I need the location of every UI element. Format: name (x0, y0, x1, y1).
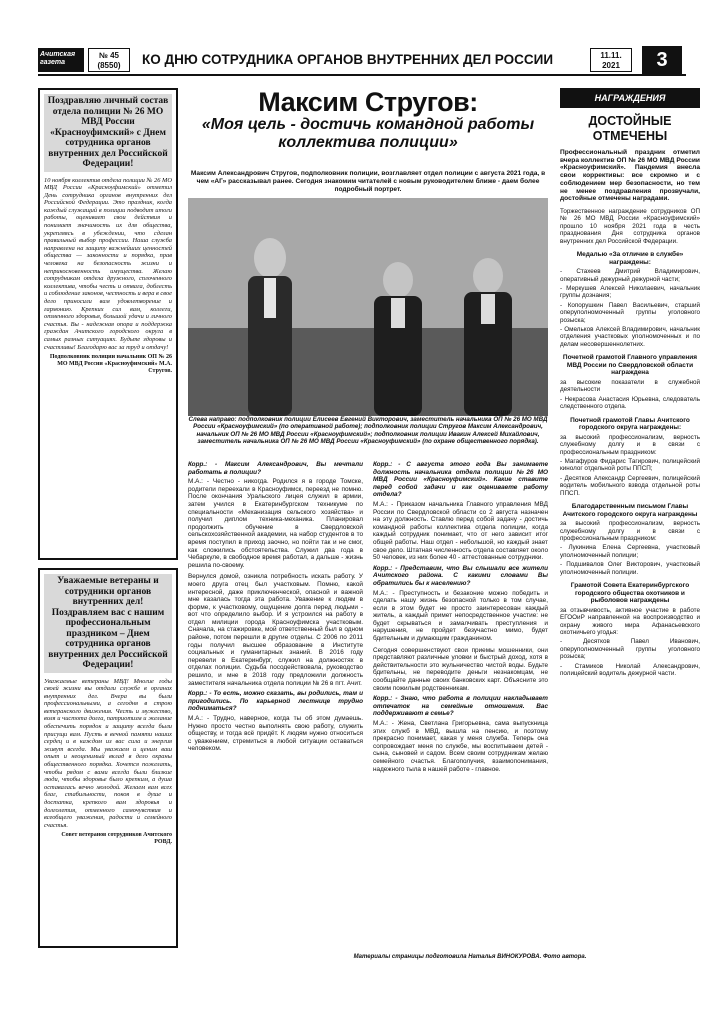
article-headline: Максим Стругов: (258, 87, 478, 117)
section-title: КО ДНЮ СОТРУДНИКА ОРГАНОВ ВНУТРЕННИХ ДЕЛ РОССИИ (142, 52, 554, 67)
interview-question: Корр.: - То есть, можно сказать, вы родились, там и пригодились. По карьерной лестнице трудно подниматься? (188, 690, 363, 713)
award-recipient: - Стахеев Дмитрий Владимирович, оперативный дежурный дежурной части; (560, 268, 700, 283)
award-reason: за высокие показатели в служебной деятельности (560, 378, 700, 394)
award-list (560, 268, 700, 348)
award-list (560, 379, 700, 411)
greeting-signature: Подполковник полиции начальник ОП № 26 МО МВД России «Красноуфимский» М.А. Стругов. (49, 354, 172, 375)
interview-answer: М.А.: - Жена, Светлана Григорьевна, сама выпускница этих служб в МВД, вышла на пенсию, и поэтому прекрасно понимает, какая у меня служба. Теперь она сопровождает меня по службе, мы воспитываем детей - сына, сыновей и садом. Всем своим сотрудникам желаю семейного счастья. Благополучия, взаимопонимания, надежного тыла в нашей работе - главное. (373, 720, 548, 773)
greeting-body: Уважаемые ветераны МВД! Многие годы своей жизни вы отдали службе в органах внутренних дел. Вчера вы были профессиональными, а сегодня в строю ветеранского движения. Честь и мужество, воля и чистота долга, патриотизм и желание обеспечить порядок и защиту всегда были присущи вам. Пусть в вечной памяти наших сердец и в каждом из вас сила и энергия живут всегда. Мы уважаем и ценим ваш опыт и неоценимый вклад в дело охраны общественного порядка. Хочется пожелать, чтобы рядом с вами всегда были близкие люди, чтобы здоровье было крепким, а душа оставалась вечно молодой. Желаем вам всех благ, стабильности, покоя в душе и достатка, крепкого вам здоровья и долголетия, отменного самочувствия и всеобщего уважения, радости и семейного счастья. (44, 677, 172, 829)
article-headline-block (188, 88, 548, 152)
greeting-box-chief (38, 88, 178, 560)
greeting-body: 10 ноября коллектив отдела полиции № 26 МО МВД России «Красноуфимский» отметил День сотрудника органов внутренних дел Российской Федерации. Это праздник, когда каждый служащий в полиции подводит итоги работы, оценивает свои действия и понимает значимость их для общества, укрепляясь в убеждении, что сделан правильный выбор профессии. Наша служба направлена на защиту важнейших ценностей общества — законности и порядка, прав человека на безопасность жизни и неприкосновенность имущества. Желаю сотрудникам отдела дружного, сплоченного коллектива, чтобы честь и отвага, доблесть и соблюдение законов, честность и вера в свое дело приносили вам удовлетворение и гармонию. Крепких сил вам, коллеги, отменного здоровья, большой удачи и личного счастья. Вы - надежная опора и поддержка граждан Ачитского городского округа в самых разных ситуациях. Будьте здоровы и счастливы! Благодарю вас за труд и отдачу! (44, 176, 172, 351)
article-subheadline: «Моя цель - достичь командной работы коллектива полиции» (201, 116, 535, 151)
page-credits: Материалы страницы подготовила Наталья ВИНОКУРОВА. Фото автора. (353, 954, 587, 960)
award-recipient: - Десятков Александр Сергеевич, полицейский водитель мобильного взвода отдельной роты ППСП. (560, 474, 700, 497)
newspaper-logo (38, 48, 84, 72)
award-recipient: - Подшивалов Олег Викторович, участковый уполномоченный полиции. (560, 561, 700, 576)
article-column-2 (373, 458, 548, 773)
award-recipient: - Омельков Алексей Владимирович, начальник отделения участковых уполномоченных и по делам несовершеннолетних. (560, 325, 700, 348)
award-recipient: - Меркушев Алексей Николаевич, начальник группы дознания; (560, 284, 700, 300)
article-photo (188, 198, 548, 416)
logo-line-1: Ачитская (40, 51, 76, 58)
interview-question: Корр.: - Представим, что Вы слышали все жители Ачитского района. С какими словами Вы обратились бы к населению? (373, 564, 548, 587)
interview-answer: М.А.: - Трудно, наверное, когда ты об этом думаешь. Нужно просто честно выполнять свою работу, служить обществу, и тогда всё придёт. К людям нужно относиться с уважением, стремиться в любой ситуации оставаться человеком. (188, 715, 363, 753)
article-lead: Максим Александрович Стругов, подполковник полиции, возглавляет отдел полиции с августа 2021 года, в чем «АГ» рассказывал ранее. Сегодня знакомим читателей с новым руководителем ближе - даем более подробный портрет. (190, 170, 546, 193)
award-reason: за высокий профессионализм, верность служебному долгу и в связи с профессиональным праздником: (560, 433, 700, 456)
award-list (560, 520, 700, 576)
award-category: Почетной грамотой Главного управления МВД России по Свердловской области награждена (562, 354, 698, 377)
award-category: Грамотой Совета Екатеринбургского городского общества охотников и рыболовов награждены (570, 582, 690, 605)
article-column-1 (188, 458, 363, 753)
interview-answer: Сегодня совершенствуют свои приемы мошенники, они представляют различные уловки и быстрый доход, хотя в действительности это жульничество чистой воды. Будьте бдительны, не переводите деньги незнакомцам, не сообщайте данные своих банковских карт. Объясните это своим пожилым родственникам. (373, 646, 548, 692)
interview-answer: Вернулся домой, озникла потребность искать работу. У моего друга отец был участковым. Помню, какой интересной, даже приключенческой, опасной и важной мне казалась тогда эта работа. Уважение к людям в форме, к участковому, ощущение долга перед людьми - вот что определило выбор. И я устроился на работу в отдел милиции города Красноуфимска участковым. Сначала, на стажировке, мой ответственный был в одном районе, потом перешли в другие отделы. С 2006 по 2011 годы получил высшее образование в Институте социальных и гуманитарных знаний. В 2016 году перевели в Екатеринбург, служил на должностях в отделах полиции. Судьба посодействовала, руководство решило, и мне в 2018 году предложили должность заместителя начальника отдела полиции № 26 в пгт. Ачит. (188, 573, 363, 687)
awards-sidebar (560, 88, 700, 678)
awards-title: ДОСТОЙНЫЕ ОТМЕЧЕНЫ (588, 114, 672, 143)
award-recipient: - Некрасова Анастасия Юрьевна, следователь следственного отдела. (560, 395, 700, 411)
interview-question: Корр.: - Максим Александрович, Вы мечтали работать в полиции? (188, 461, 363, 476)
greeting-title: Поздравляю личный состав отдела полиции № 26 МО МВД России «Красноуфимский» с Днем сотрудника органов внутренних дел Российской Федерации! (44, 94, 172, 172)
award-list (560, 607, 700, 678)
award-recipient: - Лукинина Елена Сергеевна, участковый уполномоченный полиции; (560, 544, 700, 559)
greeting-box-veterans (38, 568, 178, 948)
officers-photo-illustration (188, 198, 548, 416)
award-reason: за отзывчивость, активное участие в работе ЕГООиР направленной на воспроизводство и охрану живого мира Афанасьевского охотничьего угодья: (560, 606, 700, 637)
award-category: Благодарственным письмом Главы Ачитского городского округа награждены (562, 503, 698, 518)
date-line-1: 11.11. (600, 51, 622, 60)
award-recipient: - Десятков Павел Иванович, оперуполномоченный группы уголовного розыска; (560, 638, 700, 661)
awards-intro: Торжественное награждение сотрудников ОП № 26 МО МВД России «Красноуфимский» прошло 10 ноября 2021 года в честь празднования Дня сотрудника органов внутренних дел Российской Федерации. (560, 207, 700, 245)
issue-number (88, 48, 130, 72)
photo-caption: Слева направо: подполковник полиции Елисеев Евгений Викторович, заместитель начальника ОП № 26 МО МВД России «Красноуфимский» (по оперативной работе); подполковник полиции Стругов Максим Александрович, начальник ОП № 26 МО МВД России «Красноуфимский»; подполковник полиции Ивакин Алексей Михайлович, заместитель начальника ОП № 26 МО МВД России «Красноуфимский» (по охране общественного порядка). (188, 416, 548, 445)
awards-rubric-label: НАГРАЖДЕНИЯ (594, 93, 666, 103)
interview-answer: М.А.: - Приказом начальника Главного управления МВД России по Свердловской области со 2 августа назначен на эту должность. Ставлю перед собой задачу - достичь командной работы коллектива отдела полиции, когда каждый сотрудник понимает, что от него зависит итог общей работы. Наш отдел - небольшой, но каждый знает свое дело. Штатная численность отдела составляет около 50 человек, из них более 40 - аттестованные сотрудники. (373, 500, 548, 562)
interview-question: Корр.: - Знаю, что работа в полиции накладывает отпечаток на семейные отношения. Вас поддерживают в семье? (373, 695, 548, 718)
interview-question: Корр.: - С августа этого года Вы занимаете должность начальника отдела полиции №26 МО МВД России «Красноуфимский». Какие ставите перед собой задачи и как оцениваете работу отдела? (373, 461, 548, 499)
page-number: 3 (642, 46, 682, 74)
interview-answer: М.А.: - Преступность и безаконие можно победить и сделать нашу жизнь безопасной только в том случае, если в этом будет не просто заинтересован каждый житель, а каждый примет непосредственное участие: не будет скрываться и замалчивать преступления и нарушения, не пройдет безучастно мимо, будет бдительным и думающим гражданином. (373, 589, 548, 643)
awards-lead: Профессиональный праздник отметил вчера коллектив ОП № 26 МО МВД России «Красноуфимский». Пандемия внесла свои коррективы: все скромно и с соблюдением мер безопасности, но тем не менее поздравления прозвучали, достойные отмечены наградами. (560, 149, 700, 203)
award-category: Медалью «За отличие в службе» награждены: (576, 250, 684, 266)
issue-total: (8550) (97, 61, 121, 70)
logo-line-2: газета (40, 59, 66, 66)
issue-date (590, 48, 632, 72)
masthead (38, 46, 686, 76)
issue-no: № 45 (98, 51, 120, 60)
award-category: Почетной грамотой Главы Ачитского городского округа награждены: (570, 416, 690, 432)
award-list (560, 434, 700, 497)
award-recipient: - Копорушкин Павел Васильевич, старший оперуполномоченный группы уголовного розыска; (560, 301, 700, 324)
awards-rubric (560, 88, 700, 108)
interview-answer: М.А.: - Честно - никогда. Родился я в городе Томске, родители переехали в Красноуфимск, переезд не помню. После окончания Уральского лицея служил в армии, затем учился в Екатеринбургском техникуме по специальности «Механизация сельского хозяйства» и получил диплом техника-механика. Планировал продолжить обучение в Свердловской сельскохозяйственной академии, на набор студентов в то время поступил в приход заочно, но пойти так и не смог, как сложились обстоятельства. Служил два года в Чебаркуле, в свободное время работал, а дальше - жизнь решила по-своему. (188, 478, 363, 569)
award-recipient: - Магафуров Фидарис Тагирович, полицейский кинолог отдельной роты ППСП; (560, 458, 700, 473)
date-line-2: 2021 (602, 61, 620, 70)
greeting-signature: Совет ветеранов сотрудников Ачитского РОВД. (61, 832, 172, 846)
greeting-title: Уважаемые ветераны и сотрудники органов внутренних дел! Поздравляем вас с нашим профессиональным праздником – Днем сотрудника органов внутренних дел Российской Федерации! (44, 574, 172, 673)
award-recipient: - Стамиков Николай Александрович, полицейский водитель дежурной части. (560, 662, 700, 678)
award-reason: за высокий профессионализм, верность служебному долгу и в связи с профессиональным праздником: (560, 520, 700, 543)
